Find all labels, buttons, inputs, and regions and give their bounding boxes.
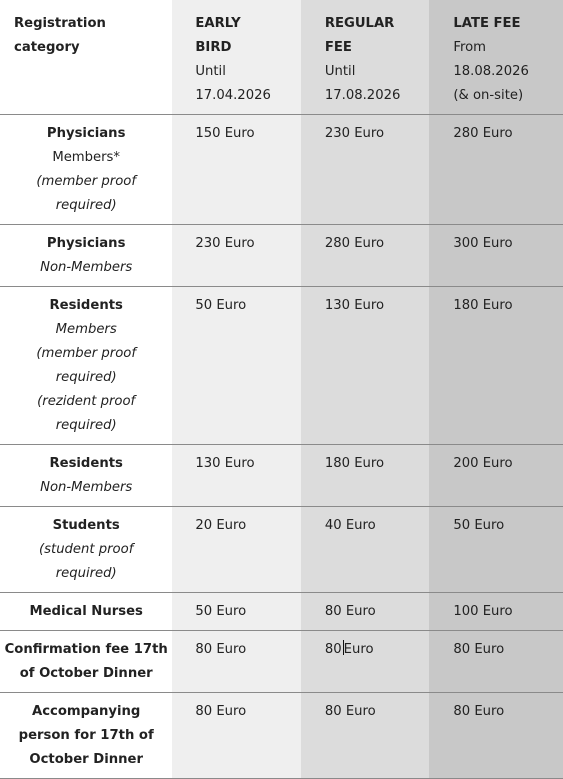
table-row <box>0 593 563 631</box>
header-regular-fee <box>301 0 430 115</box>
category-title: Physicians <box>46 236 126 251</box>
header-regular-line2: FEE <box>324 40 352 55</box>
header-registration-category: Registration category <box>0 0 172 115</box>
table-row <box>0 115 563 225</box>
category-subtitle: Members* <box>52 150 121 165</box>
table-row <box>0 507 563 593</box>
category-cell <box>0 287 172 445</box>
table-row <box>0 445 563 507</box>
category-note: required) <box>55 370 117 385</box>
category-note: Non-Members <box>40 480 133 495</box>
category-title: person for 17th of <box>18 728 154 743</box>
category-cell <box>0 115 172 225</box>
category-title: Physicians <box>46 126 126 141</box>
table-row <box>0 287 563 445</box>
header-late-line4: (& on-site) <box>453 88 524 103</box>
late-fee-price: 280 Euro <box>429 115 563 225</box>
early-bird-price: 150 Euro <box>172 115 301 225</box>
regular-fee-price: 230 Euro <box>301 115 430 225</box>
regular-fee-price: 180 Euro <box>301 445 430 507</box>
category-subtitle: Members <box>55 322 117 337</box>
late-fee-price: 100 Euro <box>429 593 563 631</box>
early-bird-price: 80 Euro <box>172 693 301 779</box>
regular-fee-price: 40 Euro <box>301 507 430 593</box>
early-bird-price: 130 Euro <box>172 445 301 507</box>
regular-fee-price: 130 Euro <box>301 287 430 445</box>
header-early-line2: BIRD <box>195 40 232 55</box>
category-note: (rezident proof <box>37 394 136 409</box>
category-note: (member proof <box>36 174 136 189</box>
header-regular-line1: REGULAR <box>324 16 395 31</box>
regular-fee-price: 80 Euro <box>301 693 430 779</box>
category-title: Accompanying <box>32 704 141 719</box>
category-title: Confirmation fee 17th <box>4 642 168 657</box>
table-row <box>0 225 563 287</box>
regular-fee-amount: 80 <box>324 642 342 657</box>
regular-fee-currency: Euro <box>343 642 374 657</box>
category-note: required) <box>55 198 117 213</box>
category-title: Students <box>52 518 120 533</box>
category-title: Medical Nurses <box>29 604 143 619</box>
header-regular-line4: 17.08.2026 <box>324 88 401 103</box>
late-fee-price: 200 Euro <box>429 445 563 507</box>
early-bird-price: 80 Euro <box>172 631 301 693</box>
early-bird-price: 20 Euro <box>172 507 301 593</box>
header-regular-line3: Until <box>324 64 356 79</box>
category-cell <box>0 225 172 287</box>
category-note: (student proof <box>39 542 134 557</box>
header-early-line1: EARLY <box>195 16 241 31</box>
category-title: of October Dinner <box>19 666 153 681</box>
category-cell <box>0 693 172 779</box>
late-fee-price: 80 Euro <box>429 631 563 693</box>
category-cell <box>0 593 172 631</box>
category-cell <box>0 445 172 507</box>
regular-fee-price <box>301 631 430 693</box>
table-row <box>0 693 563 779</box>
early-bird-price: 50 Euro <box>172 593 301 631</box>
category-title: October Dinner <box>29 752 143 767</box>
early-bird-price: 230 Euro <box>172 225 301 287</box>
category-title: Residents <box>49 456 123 471</box>
late-fee-price: 300 Euro <box>429 225 563 287</box>
header-late-fee <box>429 0 563 115</box>
category-note: required) <box>55 566 117 581</box>
table-row <box>0 631 563 693</box>
category-title: Residents <box>49 298 123 313</box>
category-cell <box>0 631 172 693</box>
header-late-line2: From <box>453 40 487 55</box>
table-header-row <box>0 0 563 115</box>
late-fee-price: 180 Euro <box>429 287 563 445</box>
early-bird-price: 50 Euro <box>172 287 301 445</box>
category-note: required) <box>55 418 117 433</box>
category-cell <box>0 507 172 593</box>
header-late-line3: 18.08.2026 <box>453 64 529 79</box>
header-early-line4: 17.04.2026 <box>195 88 271 103</box>
late-fee-price: 80 Euro <box>429 693 563 779</box>
category-note: (member proof <box>36 346 136 361</box>
late-fee-price: 50 Euro <box>429 507 563 593</box>
category-note: Non-Members <box>40 260 133 275</box>
regular-fee-price: 80 Euro <box>301 593 430 631</box>
regular-fee-price: 280 Euro <box>301 225 430 287</box>
header-early-line3: Until <box>195 64 226 79</box>
header-late-line1: LATE FEE <box>453 16 521 31</box>
header-early-bird <box>172 0 301 115</box>
